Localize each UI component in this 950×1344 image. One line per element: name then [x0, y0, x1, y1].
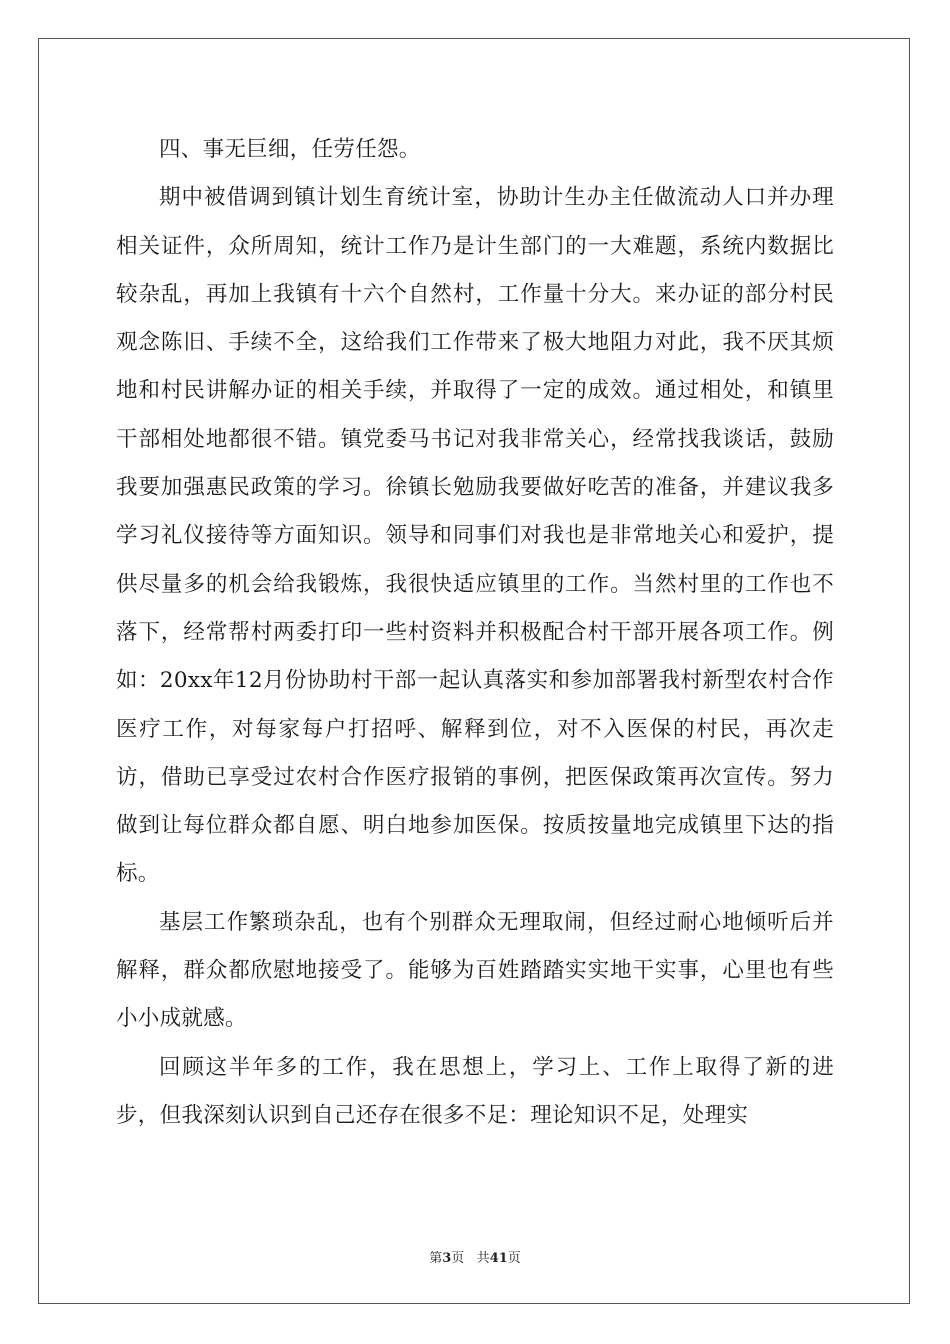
document-body	[116, 126, 834, 1140]
total-prefix: 共	[476, 1251, 490, 1266]
page-footer	[0, 1247, 950, 1266]
paragraph: 基层工作繁琐杂乱，也有个别群众无理取闹，但经过耐心地倾听后并解释，群众都欣慰地接受了。能够为百姓踏踏实实地干实事，心里也有些小小成就感。	[116, 909, 834, 1032]
page-suffix: 页	[451, 1251, 465, 1266]
page-prefix: 第	[429, 1251, 443, 1266]
paragraph: 期中被借调到镇计划生育统计室，协助计生办主任做流动人口并办理相关证件，众所周知，统计工作乃是计生部门的一大难题，系统内数据比较杂乱，再加上我镇有十六个自然村，工作量十分大。来办证的部分村民观念陈旧、手续不全，这给我们工作带来了极大地阻力对此，我不厌其烦地和村民讲解办证的相关手续，并取得了一定的成效。通过相处，和镇里干部相处地都很不错。镇党委马书记对我非常关心，经常找我谈话，鼓励我要加强惠民政策的学习。徐镇长勉励我要做好吃苦的准备，并建议我多学习礼仪接待等方面知识。领导和同事们对我也是非常地关心和爱护，提供尽量多的机会给我锻炼，我很快适应镇里的工作。当然村里的工作也不落下，经常帮村两委打印一些村资料并积极配合村干部开展各项工作。例如：20xx年12月份协助村干部一起认真落实和参加部署我村新型农村合作医疗工作，对每家每户打招呼、解释到位，对不入医保的村民，再次走访，借助已享受过农村合作医疗报销的事例，把医保政策再次宣传。努力做到让每位群众都自愿、明白地参加医保。按质按量地完成镇里下达的指标。	[116, 185, 834, 887]
total-suffix: 页	[507, 1251, 521, 1266]
paragraph-heading: 四、事无巨细，任劳任怨。	[159, 137, 421, 162]
total-pages: 41	[489, 1251, 508, 1266]
page-number: 3	[442, 1251, 452, 1266]
paragraph: 回顾这半年多的工作，我在思想上，学习上、工作上取得了新的进步，但我深刻认识到自己还存在很多不足：理论知识不足，处理实	[116, 1054, 834, 1128]
